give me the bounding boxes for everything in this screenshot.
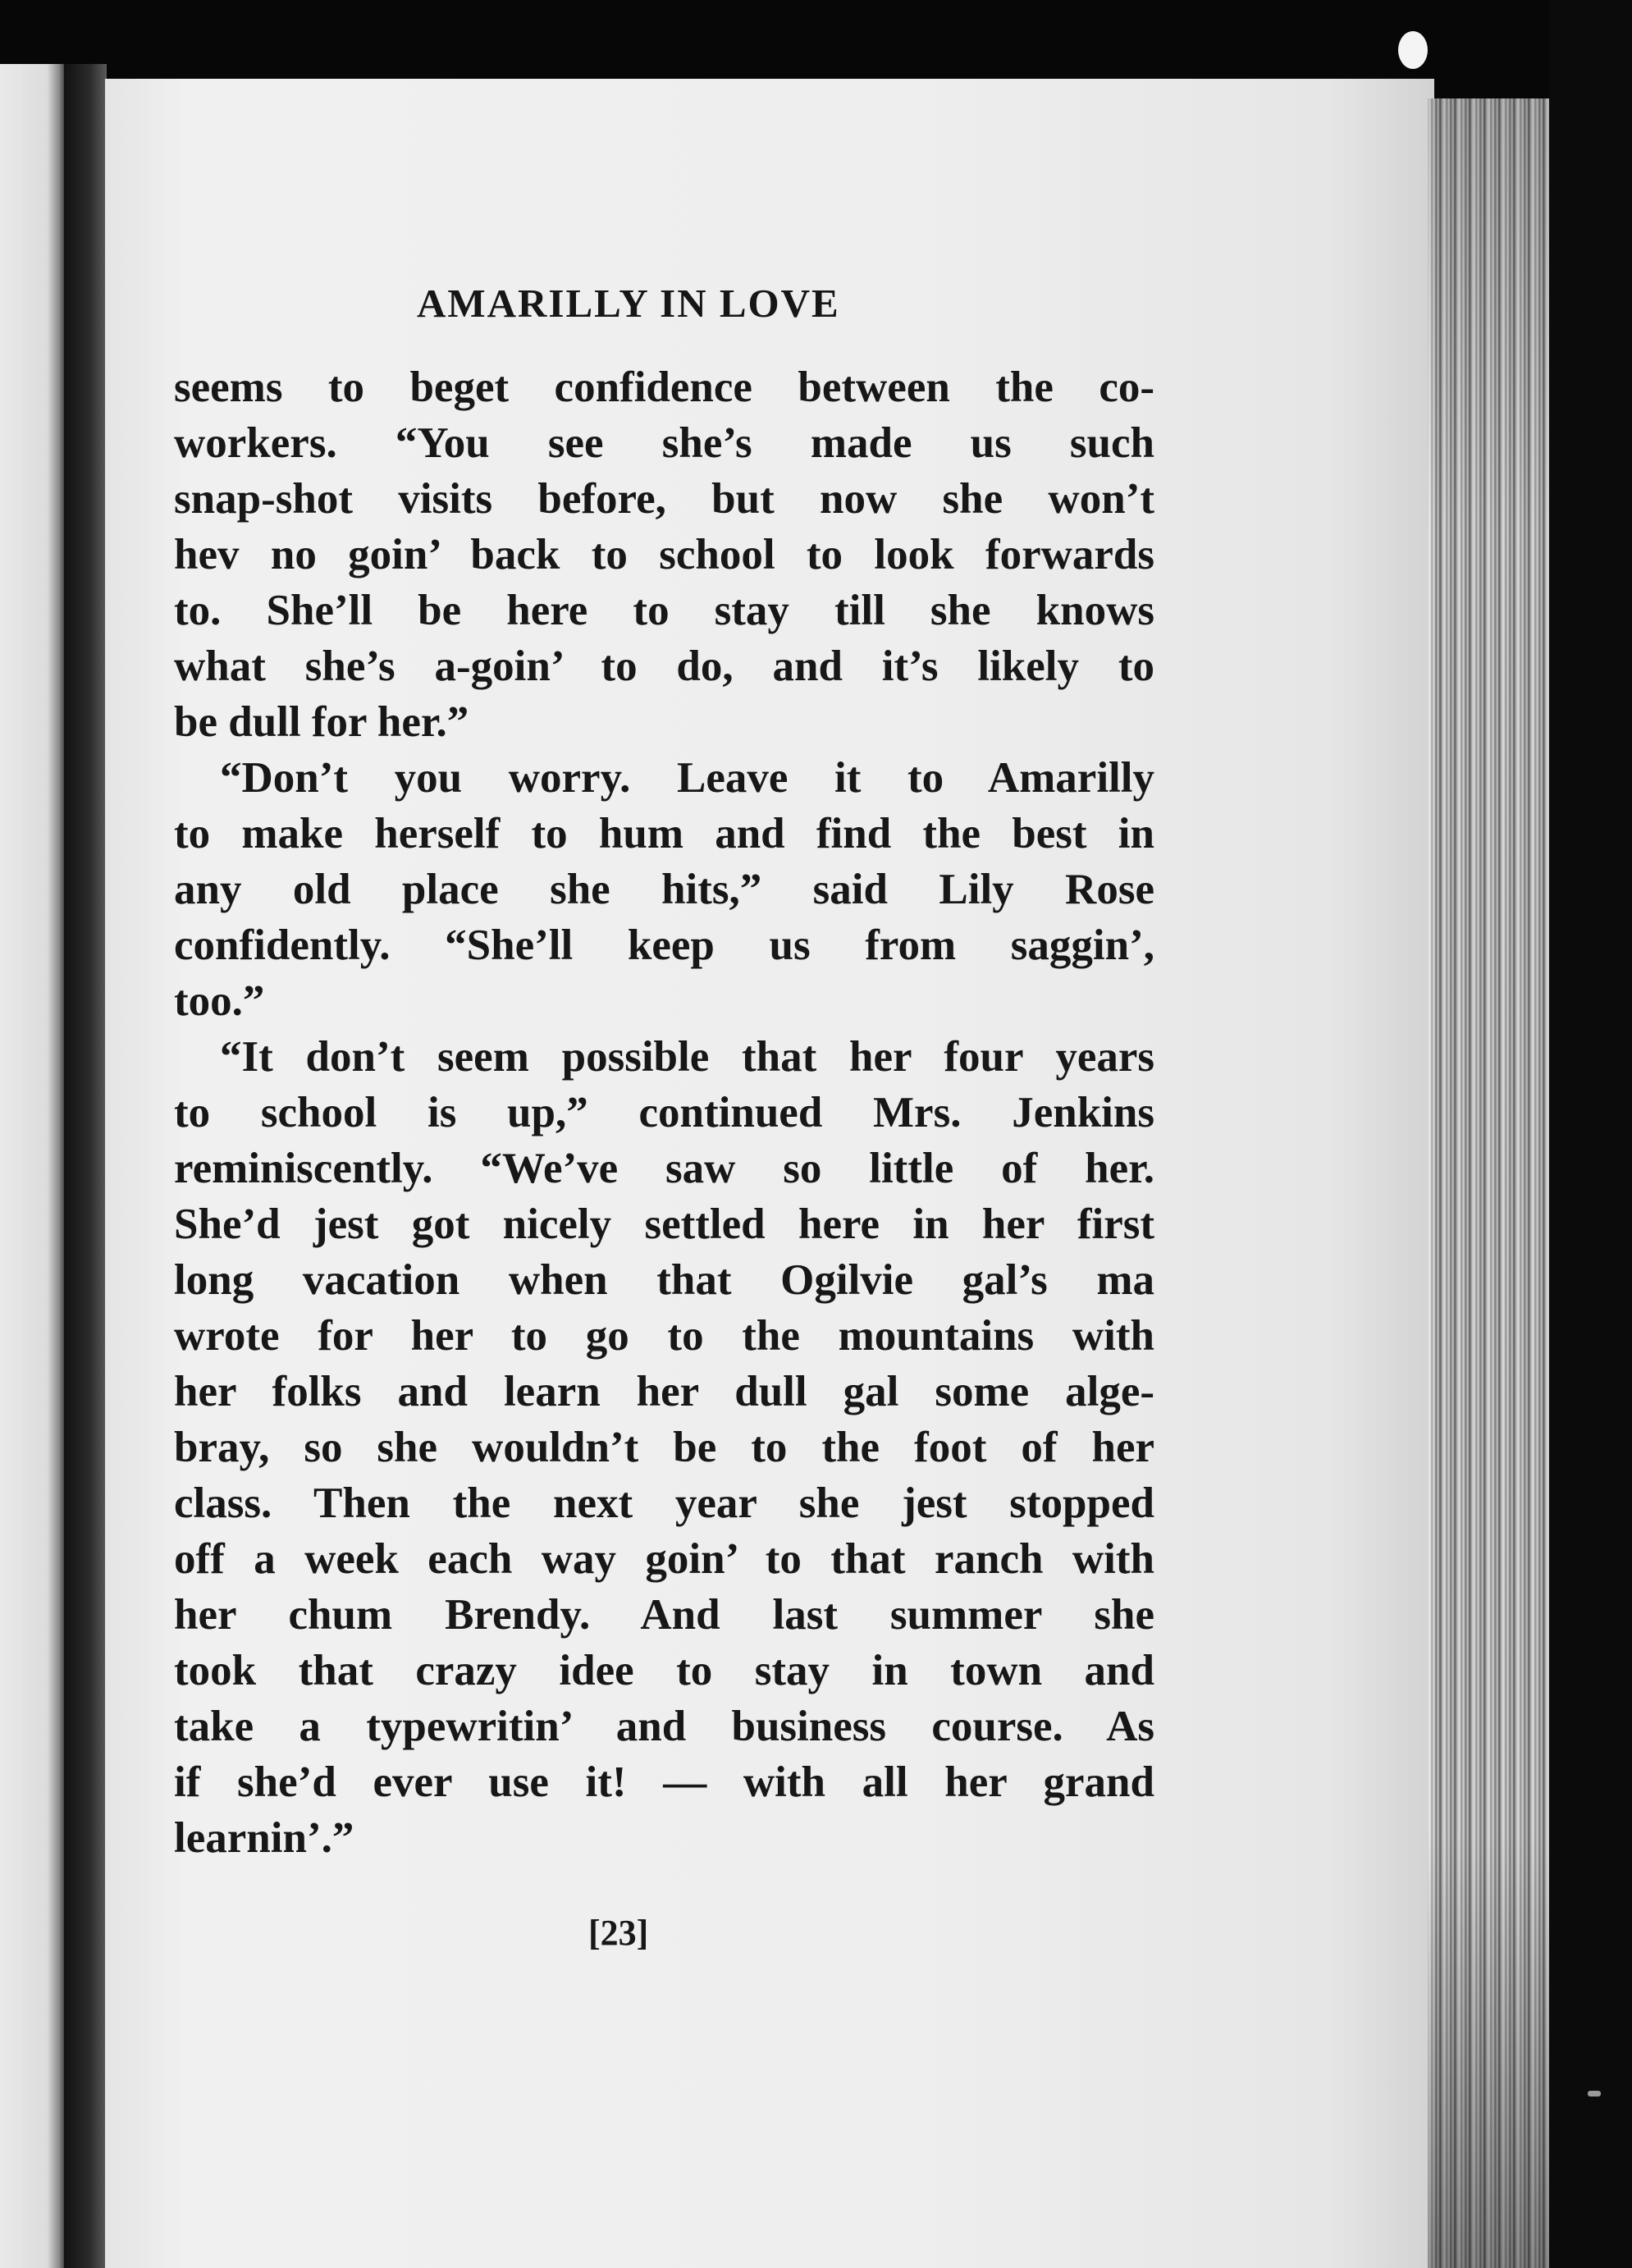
text-line: class. Then the next year she jest stopped (174, 1479, 1154, 1527)
body-text (174, 359, 1154, 1866)
text-line: what she’s a-goin’ to do, and it’s likely to (174, 642, 1154, 690)
text-line: seems to beget confidence between the co- (174, 364, 1154, 411)
text-line: workers. “You see she’s made us such (174, 419, 1154, 467)
text-line: wrote for her to go to the mountains with (174, 1312, 1154, 1360)
text-line: her chum Brendy. And last summer she (174, 1591, 1154, 1639)
page-number: [23] (588, 1913, 649, 1953)
text-line: to. She’ll be here to stay till she knows (174, 587, 1154, 634)
text-line: hev no goin’ back to school to look forwards (174, 531, 1154, 578)
text-line: took that crazy idee to stay in town and (174, 1647, 1154, 1694)
text-line: off a week each way goin’ to that ranch with (174, 1535, 1154, 1583)
page-edges-shadow (1428, 98, 1551, 2268)
text-line: any old place she hits,” said Lily Rose (174, 866, 1154, 913)
text-line: too.” (174, 977, 265, 1025)
text-line: “Don’t you worry. Leave it to Amarilly (220, 754, 1154, 802)
text-line: her folks and learn her dull gal some alge- (174, 1368, 1154, 1415)
text-line: She’d jest got nicely settled here in her first (174, 1200, 1154, 1248)
scan-artifact (1398, 31, 1428, 69)
scan-border-right (1549, 0, 1632, 2268)
text-line: to school is up,” continued Mrs. Jenkins (174, 1089, 1154, 1136)
text-line: long vacation when that Ogilvie gal’s ma (174, 1256, 1154, 1304)
text-line: to make herself to hum and find the best in (174, 810, 1154, 857)
text-line: if she’d ever use it! — with all her grand (174, 1758, 1154, 1806)
text-line: learnin’.” (174, 1814, 354, 1862)
text-line: reminiscently. “We’ve saw so little of her. (174, 1145, 1154, 1192)
text-line: take a typewritin’ and business course. As (174, 1703, 1154, 1750)
text-line: snap-shot visits before, but now she won’t (174, 475, 1154, 523)
text-line: bray, so she wouldn’t be to the foot of her (174, 1424, 1154, 1471)
text-line: confidently. “She’ll keep us from saggin’, (174, 921, 1154, 969)
text-line: “It don’t seem possible that her four years (220, 1033, 1154, 1081)
book-gutter (64, 64, 107, 2268)
text-line: be dull for her.” (174, 698, 469, 746)
previous-page-edge (0, 64, 67, 2268)
running-head: AMARILLY IN LOVE (417, 281, 840, 326)
scan-mark (1588, 2091, 1601, 2097)
